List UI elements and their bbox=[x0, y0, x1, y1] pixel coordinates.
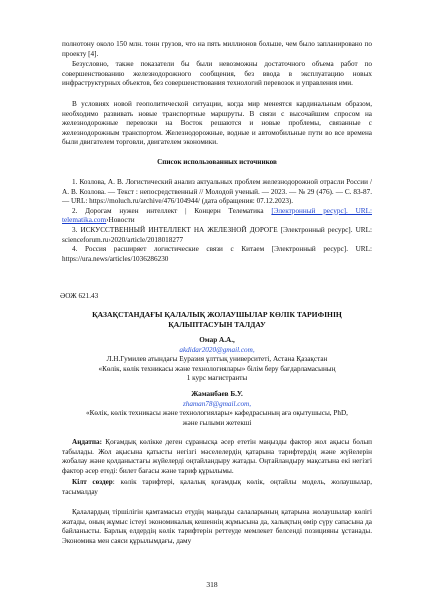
article-title-line-2: ҚАЛЫПТАСУЫН ТАЛДАУ bbox=[168, 319, 266, 329]
reference-2-text: 2. Дорогам нужен интеллект | Концерн Телематика bbox=[72, 206, 272, 215]
abstract bbox=[62, 438, 372, 476]
keywords-label: Кілт сөздер bbox=[72, 478, 113, 486]
udc-code: ӘОЖ 621.43 bbox=[60, 292, 99, 300]
author-2-name: Жаманбаев Б.У. bbox=[191, 390, 243, 398]
reference-item-2 bbox=[62, 207, 372, 226]
author-2-affiliation-1: «Көлік, көлік техникасы және технологиялары» кафедрасының аға оқытушысы, PhD, bbox=[86, 409, 348, 418]
keywords-text: : көлік тарифтері, қалалық қоғамдық көлік, оңтайлы модель, жолаушылар, тасымалдау bbox=[62, 478, 373, 496]
author-block-1 bbox=[62, 336, 372, 384]
reference-2-link[interactable]: [Электронный ресурс]. URL: telematika.com bbox=[62, 206, 372, 225]
references-heading: Список использованных источников bbox=[157, 158, 277, 166]
paragraph-geopolitics: В условиях новой геополитической ситуации, когда мир менеятся кардинальным образом, необходимо развивать новые транспортные маршруты. В связи с высочайшим спросом на железнодорожные перевозки на Восток решаются и новые проблемы, связанные с железнодорожным транспортом. Железнодорожные, водные и автомобильные пути во все времена были двигателем торговли, двигателем экономики. bbox=[62, 100, 372, 147]
abstract-text: Қоғамдық көлікке деген сұранысқа әсер ететін маңызды фактор жол ақысы болып табылады. Жол ақысына қатысты негізгі мәселелердің қатарына тарифтердің және жүйелерін жобалау және қолданыстағы жүйелерді оңтайландыру жатады. Оңтайландыру мақсатына екі негізгі фактор әсер етеді: билет бағасы және тариф құрылымы. bbox=[62, 438, 372, 475]
abstract-label: Аңдатпа: bbox=[72, 438, 103, 446]
paragraph-infrastructure: Безусловно, также показатели бы были невозможны достаточного объема работ по совершенствованию железнодорожного сообщения, без ввода в эксплуатацию новых инфраструктурных объектов, без совершенствования технологий перевозок и управления ими. bbox=[62, 60, 372, 88]
references-list bbox=[62, 178, 372, 264]
reference-item-1: 1. Козлова, А. В. Логистический анализ актуальных проблем железнодорожной отрасли России / А. В. Козлова. — Текст : непосредственный // Молодой ученый. — 2023. — № 29 (476). — С. 83-87. — URL: https://moluch.ru/archive/476/104944/ (дата обращения: 07.12.2023). bbox=[62, 178, 372, 206]
reference-item-4: 4. Россия расширяет логистические связи с Китаем [Электронный ресурс]. URL: https://ura.news/articles/1036286230 bbox=[62, 245, 372, 263]
author-1-affiliation-3: 1 курс магистранты bbox=[186, 374, 248, 383]
keywords bbox=[62, 478, 372, 497]
author-block-2 bbox=[62, 390, 372, 428]
article-title-line-1: ҚАЗАҚСТАНДАҒЫ ҚАЛАЛЫҚ ЖОЛАУШЫЛАР КӨЛІК ТАРИФІНІҢ bbox=[92, 310, 342, 319]
author-2-affiliation-2: және ғылыми жетекші bbox=[182, 418, 252, 427]
author-1-email[interactable]: akdidar2020@gmail.com, bbox=[179, 345, 255, 354]
author-2-email[interactable]: zhaman78@gmail.com, bbox=[182, 399, 252, 408]
body-paragraph: Қалалардың тіршілігін қамтамасыз етудің маңызды салаларының қатарына жолаушылар көлігі жатады, оның жұмыс істеуі экономикалық кешеннің жұмысына да, халықтың өмір сүру сапасына да байланысты. Барлық елдердің көлік тарифтерін реттеуде мемлекет белсенді позицияны ұстанады. Экономика мен саяси құрылымдағы, даму bbox=[62, 508, 372, 545]
article-title bbox=[62, 310, 372, 329]
author-1-name: Омар А.А., bbox=[199, 336, 235, 344]
paragraph-continuation: полнотону около 150 млн. тонн грузов, что на пять миллионов больше, чем было запланировано по проекту [4]. bbox=[62, 40, 372, 58]
reference-2-tail: ›Новости bbox=[106, 216, 135, 225]
reference-item-3: 3. ИСКУССТВЕННЫЙ ИНТЕЛЛЕКТ НА ЖЕЛЕЗНОЙ ДОРОГЕ [Электронный ресурс]. URL: scienceforum.ru›2020/article/2018018277 bbox=[62, 225, 372, 244]
author-1-affiliation-1: Л.Н.Гумилев атындағы Еуразия ұлттық университеті, Астана Қазақстан bbox=[106, 355, 328, 364]
author-1-affiliation-2: «Көлік, көлік техникасы және технологиялары» білім беру бағдарламасының bbox=[98, 364, 336, 373]
page-number: 318 bbox=[206, 580, 218, 589]
